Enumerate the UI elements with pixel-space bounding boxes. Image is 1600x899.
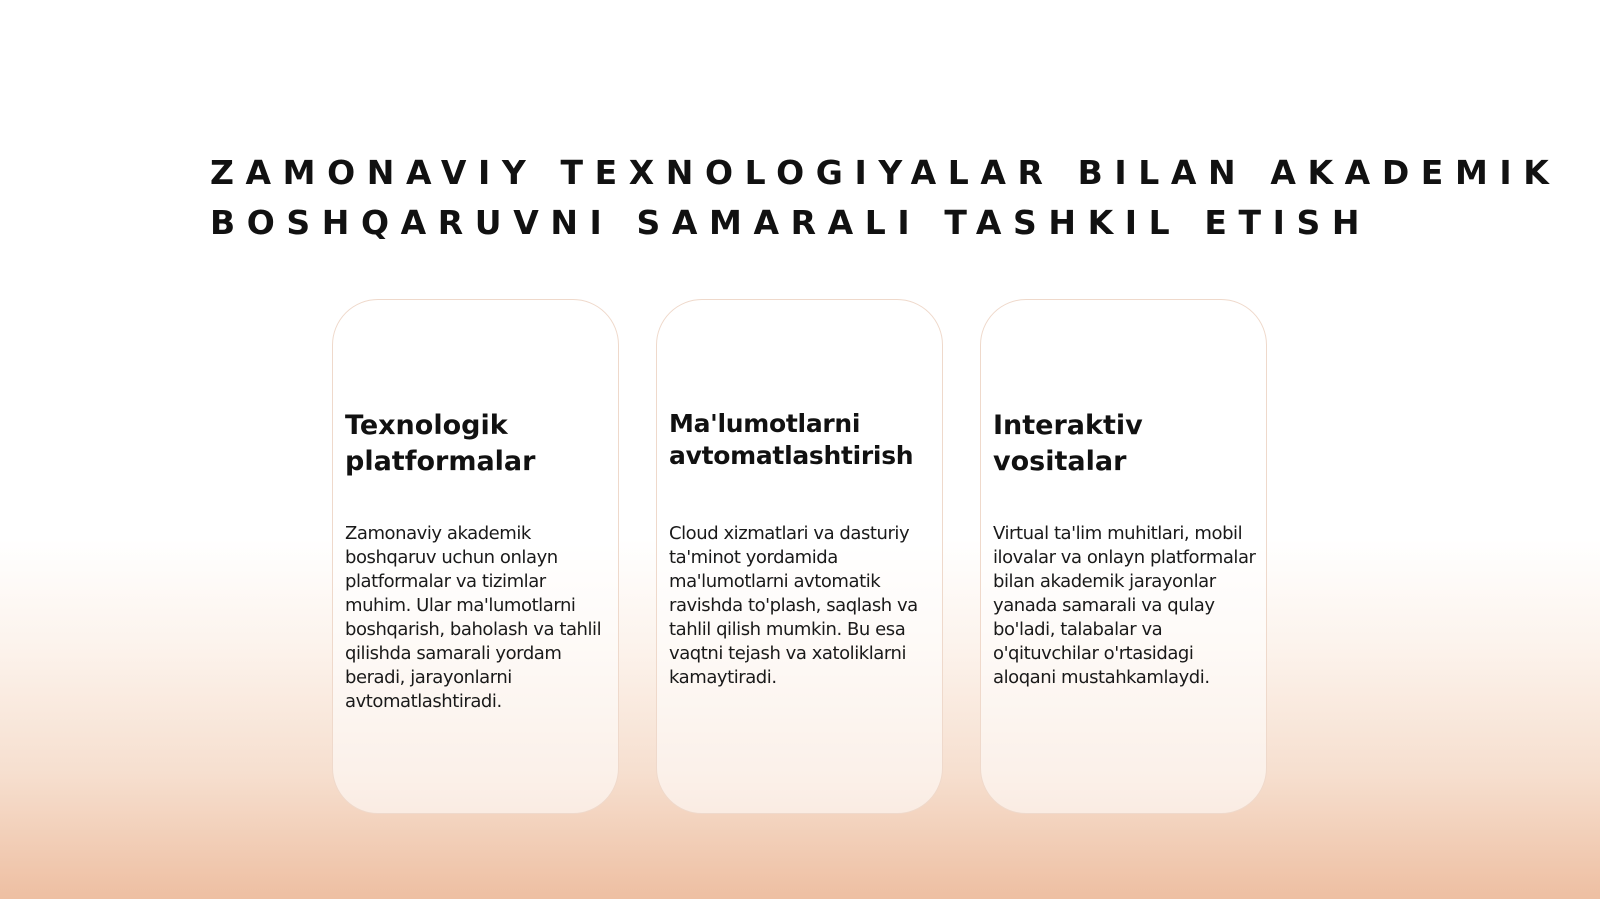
slide-title (210, 148, 1570, 248)
card-texnologik-platformalar (332, 299, 619, 814)
slide-title-line-1: ZAMONAVIY TEXNOLOGIYALAR BILAN AKADEMIK (210, 153, 1561, 192)
card-interaktiv-vositalar (980, 299, 1267, 814)
card-body: Virtual ta'lim muhitlari, mobil ilovalar va onlayn platformalar bilan akademik jarayonlar yanada samarali va qulay bo'ladi, talabalar va o'qituvchilar o'rtasidagi aloqani mustahkamlaydi. (993, 523, 1256, 688)
card-title: Ma'lumotlarni avtomatlashtirish (669, 409, 914, 470)
card-title: Interaktiv vositalar (993, 410, 1143, 477)
card-title: Texnologik platformalar (345, 410, 536, 477)
card-malumotlarni-avtomatlashtirish (656, 299, 943, 814)
card-body: Cloud xizmatlari va dasturiy ta'minot yordamida ma'lumotlarni avtomatik ravishda to'plash, saqlash va tahlil qilish mumkin. Bu esa vaqtni tejash va xatoliklarni kamaytiradi. (669, 523, 918, 688)
slide-title-line-2: BOSHQARUVNI SAMARALI TASHKIL ETISH (210, 203, 1372, 242)
card-body: Zamonaviy akademik boshqaruv uchun onlayn platformalar va tizimlar muhim. Ular ma'lumotlarni boshqarish, baholash va tahlil qilishda samarali yordam beradi, jarayonlarni avtomatlashtiradi. (345, 523, 602, 712)
